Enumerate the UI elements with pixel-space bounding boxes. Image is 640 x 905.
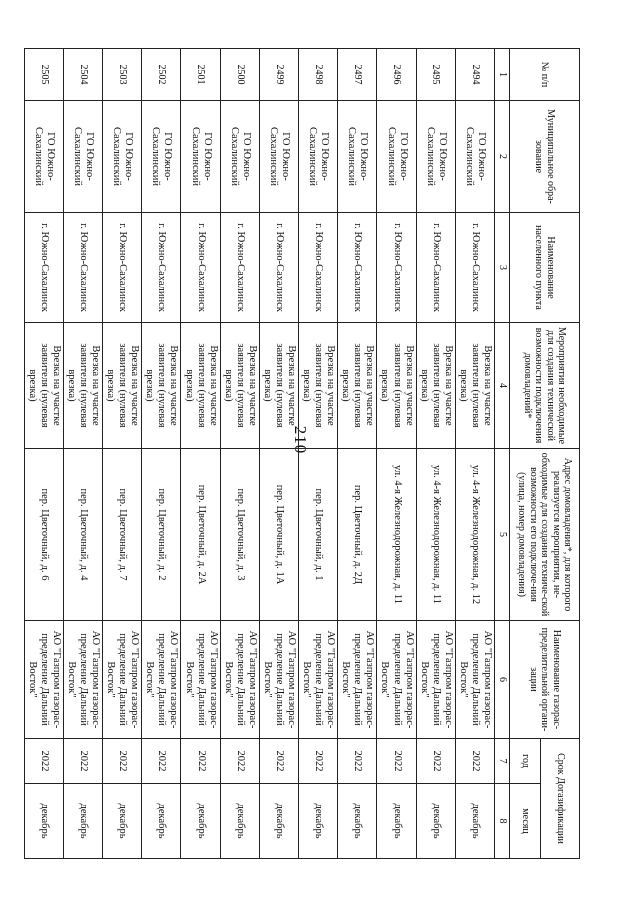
document-table-container — [26, 48, 580, 858]
cell-organization: АО "Газпром газорас-пределение Дальний Восток" — [338, 621, 377, 739]
cell-month: декабрь — [377, 784, 416, 859]
cell-num: 2496 — [377, 49, 416, 101]
cell-num: 2494 — [455, 49, 494, 101]
table-row — [103, 49, 142, 859]
cell-municipality: ГО Южно-Сахалинский — [377, 101, 416, 213]
table-row — [259, 49, 298, 859]
cell-year: 2022 — [416, 739, 455, 784]
cell-organization: АО "Газпром газорас-пределение Дальний Восток" — [63, 621, 102, 739]
cell-municipality: ГО Южно-Сахалинский — [63, 101, 102, 213]
cell-month: декабрь — [142, 784, 181, 859]
column-index: 8 — [495, 784, 510, 859]
cell-year: 2022 — [220, 739, 259, 784]
cell-municipality: ГО Южно-Сахалинский — [181, 101, 220, 213]
table-row — [24, 49, 63, 859]
cell-month: декабрь — [259, 784, 298, 859]
cell-measure: Врезка на участке заявителя (нулевая врезка) — [103, 323, 142, 449]
cell-settlement: г. Южно-Сахалинск — [299, 213, 338, 323]
column-index: 3 — [495, 213, 510, 323]
cell-year: 2022 — [24, 739, 63, 784]
cell-organization: АО "Газпром газорас-пределение Дальний Восток" — [220, 621, 259, 739]
cell-settlement: г. Южно-Сахалинск — [220, 213, 259, 323]
cell-settlement: г. Южно-Сахалинск — [377, 213, 416, 323]
cell-address: ул. 4-я Железнодорожная, д. 11 — [416, 449, 455, 621]
cell-month: декабрь — [416, 784, 455, 859]
cell-measure: Врезка на участке заявителя (нулевая врезка) — [416, 323, 455, 449]
cell-year: 2022 — [338, 739, 377, 784]
cell-num: 2495 — [416, 49, 455, 101]
cell-address: пер. Цветочный, д. 2Д — [338, 449, 377, 621]
cell-organization: АО "Газпром газорас-пределение Дальний Восток" — [455, 621, 494, 739]
cell-measure: Врезка на участке заявителя (нулевая врезка) — [24, 323, 63, 449]
cell-month: декабрь — [455, 784, 494, 859]
cell-settlement: г. Южно-Сахалинск — [259, 213, 298, 323]
cell-measure: Врезка на участке заявителя (нулевая врезка) — [455, 323, 494, 449]
cell-num: 2498 — [299, 49, 338, 101]
cell-settlement: г. Южно-Сахалинск — [338, 213, 377, 323]
cell-settlement: г. Южно-Сахалинск — [103, 213, 142, 323]
cell-month: декабрь — [103, 784, 142, 859]
cell-measure: Врезка на участке заявителя (нулевая врезка) — [377, 323, 416, 449]
cell-month: декабрь — [181, 784, 220, 859]
cell-organization: АО "Газпром газорас-пределение Дальний Восток" — [24, 621, 63, 739]
cell-address: ул. 4-я Железнодорожная, д. 11 — [377, 449, 416, 621]
cell-num: 2505 — [24, 49, 63, 101]
cell-address: пер. Цветочный, д. 6 — [24, 449, 63, 621]
column-index: 1 — [495, 49, 510, 101]
cell-year: 2022 — [299, 739, 338, 784]
cell-settlement: г. Южно-Сахалинск — [181, 213, 220, 323]
cell-year: 2022 — [181, 739, 220, 784]
cell-measure: Врезка на участке заявителя (нулевая врезка) — [181, 323, 220, 449]
cell-num: 2497 — [338, 49, 377, 101]
cell-measure: Врезка на участке заявителя (нулевая врезка) — [142, 323, 181, 449]
cell-municipality: ГО Южно-Сахалинский — [416, 101, 455, 213]
cell-municipality: ГО Южно-Сахалинский — [455, 101, 494, 213]
cell-organization: АО "Газпром газорас-пределение Дальний Восток" — [259, 621, 298, 739]
cell-organization: АО "Газпром газорас-пределение Дальний Восток" — [416, 621, 455, 739]
cell-num: 2499 — [259, 49, 298, 101]
cell-measure: Врезка на участке заявителя (нулевая врезка) — [63, 323, 102, 449]
cell-address: пер. Цветочный, д. 7 — [103, 449, 142, 621]
cell-month: декабрь — [63, 784, 102, 859]
column-index: 2 — [495, 101, 510, 213]
column-index-row — [495, 49, 510, 859]
cell-settlement: г. Южно-Сахалинск — [455, 213, 494, 323]
header-deadline: Срок Догазификации — [541, 739, 580, 859]
table-row — [299, 49, 338, 859]
cell-organization: АО "Газпром газорас-пределение Дальний Восток" — [181, 621, 220, 739]
cell-month: декабрь — [299, 784, 338, 859]
cell-municipality: ГО Южно-Сахалинский — [142, 101, 181, 213]
header-month: месяц — [510, 784, 541, 859]
page-number: 210 — [291, 425, 310, 455]
cell-address: пер. Цветочный, д. 4 — [63, 449, 102, 621]
cell-organization: АО "Газпром газорас-пределение Дальний Восток" — [103, 621, 142, 739]
cell-measure: Врезка на участке заявителя (нулевая врезка) — [259, 323, 298, 449]
cell-year: 2022 — [259, 739, 298, 784]
header-num: № п/п — [510, 49, 580, 101]
table-row — [181, 49, 220, 859]
table-row — [220, 49, 259, 859]
cell-num: 2501 — [181, 49, 220, 101]
cell-settlement: г. Южно-Сахалинск — [416, 213, 455, 323]
table-row — [416, 49, 455, 859]
cell-municipality: ГО Южно-Сахалинский — [259, 101, 298, 213]
header-settlement: Наименование населенного пункта — [510, 213, 580, 323]
cell-municipality: ГО Южно-Сахалинский — [24, 101, 63, 213]
gasification-table — [24, 48, 580, 859]
column-index: 5 — [495, 449, 510, 621]
cell-organization: АО "Газпром газорас-пределение Дальний Восток" — [377, 621, 416, 739]
cell-address: пер. Цветочный, д. 3 — [220, 449, 259, 621]
cell-year: 2022 — [455, 739, 494, 784]
column-index: 6 — [495, 621, 510, 739]
table-row — [377, 49, 416, 859]
cell-municipality: ГО Южно-Сахалинский — [220, 101, 259, 213]
cell-address: пер. Цветочный, д. 1А — [259, 449, 298, 621]
cell-num: 2503 — [103, 49, 142, 101]
cell-year: 2022 — [142, 739, 181, 784]
cell-settlement: г. Южно-Сахалинск — [24, 213, 63, 323]
cell-municipality: ГО Южно-Сахалинский — [103, 101, 142, 213]
cell-municipality: ГО Южно-Сахалинский — [338, 101, 377, 213]
header-address: Адрес домовладения*, для которого реализуется мероприятия, не-обходимые для создания техниче-ской возможности его подключе-ния (улица, номер домовладения) — [510, 449, 580, 621]
cell-address: ул. 4-я Железнодорожная, д. 12 — [455, 449, 494, 621]
cell-settlement: г. Южно-Сахалинск — [63, 213, 102, 323]
cell-organization: АО "Газпром газорас-пределение Дальний Восток" — [142, 621, 181, 739]
cell-year: 2022 — [103, 739, 142, 784]
cell-year: 2022 — [63, 739, 102, 784]
cell-year: 2022 — [377, 739, 416, 784]
table-row — [338, 49, 377, 859]
header-measures: Мероприятия необходимые для создания технической возможности подключения домовладений* — [510, 323, 580, 449]
column-index: 4 — [495, 323, 510, 449]
cell-month: декабрь — [338, 784, 377, 859]
table-row — [455, 49, 494, 859]
cell-month: декабрь — [220, 784, 259, 859]
cell-measure: Врезка на участке заявителя (нулевая врезка) — [299, 323, 338, 449]
cell-month: декабрь — [24, 784, 63, 859]
cell-municipality: ГО Южно-Сахалинский — [299, 101, 338, 213]
column-index: 7 — [495, 739, 510, 784]
cell-measure: Врезка на участке заявителя (нулевая врезка) — [220, 323, 259, 449]
table-row — [142, 49, 181, 859]
cell-address: пер. Цветочный, д. 1 — [299, 449, 338, 621]
cell-num: 2500 — [220, 49, 259, 101]
header-organization: Наименование газорас-пределительной органи-зации — [510, 621, 580, 739]
table-body — [24, 49, 494, 859]
cell-address: пер. Цветочный, д. 2А — [181, 449, 220, 621]
cell-settlement: г. Южно-Сахалинск — [142, 213, 181, 323]
cell-organization: АО "Газпром газорас-пределение Дальний Восток" — [299, 621, 338, 739]
cell-measure: Врезка на участке заявителя (нулевая врезка) — [338, 323, 377, 449]
cell-num: 2502 — [142, 49, 181, 101]
cell-address: пер. Цветочный, д. 2 — [142, 449, 181, 621]
header-year: год — [510, 739, 541, 784]
table-row — [63, 49, 102, 859]
cell-num: 2504 — [63, 49, 102, 101]
header-municipality: Муниципальное обра-зование — [510, 101, 580, 213]
